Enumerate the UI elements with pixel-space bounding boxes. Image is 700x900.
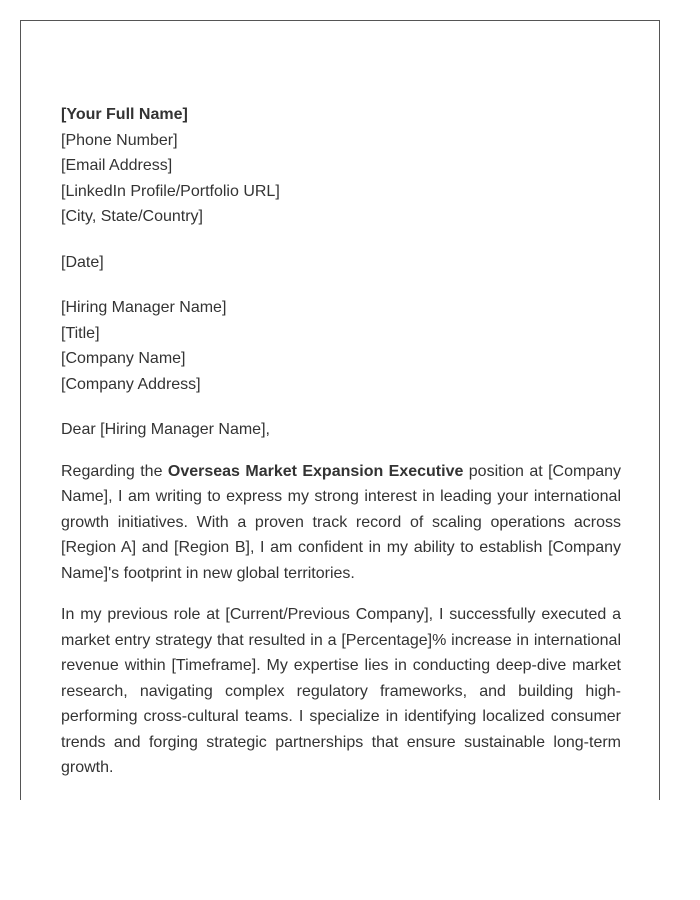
recipient-company: [Company Name] bbox=[61, 350, 186, 367]
sender-linkedin: [LinkedIn Profile/Portfolio URL] bbox=[61, 182, 280, 200]
sender-email: [Email Address] bbox=[61, 157, 173, 174]
recipient-block bbox=[61, 295, 621, 397]
date-block bbox=[61, 250, 621, 276]
letter-page bbox=[20, 20, 660, 800]
position-title: Overseas Market Expansion Executive bbox=[167, 462, 464, 480]
recipient-address: [Company Address] bbox=[61, 375, 201, 393]
letter-date: [Date] bbox=[61, 253, 104, 271]
sender-phone: [Phone Number] bbox=[61, 131, 178, 149]
body-paragraph-1 bbox=[61, 459, 621, 587]
recipient-title: [Title] bbox=[61, 324, 100, 342]
p1-text-before: Regarding the bbox=[61, 462, 168, 480]
recipient-name: [Hiring Manager Name] bbox=[61, 299, 227, 316]
sender-name: [Your Full Name] bbox=[61, 106, 188, 123]
p1-text-after: position at [Company Name], I am writing to express my strong interest in leading your international growth initiatives. With a proven track record of scaling operations across [Region A] and [Region B], I am confident in my ability to establish [Company Name]'s footprint in new global territories. bbox=[61, 462, 622, 582]
sender-location: [City, State/Country] bbox=[61, 208, 203, 225]
salutation: Dear [Hiring Manager Name], bbox=[61, 421, 270, 438]
sender-block bbox=[61, 102, 621, 230]
salutation-block bbox=[61, 417, 621, 443]
letter-content bbox=[61, 102, 621, 797]
body-paragraph-2: In my previous role at [Current/Previous Company], I successfully executed a market entry strategy that resulted in a [Percentage]% increase in international revenue within [Timeframe]. My expertise lies in conducting deep-dive market research, navigating complex regulatory frameworks, and building high-performing cross-cultural teams. I specialize in identifying localized consumer trends and forging strategic partnerships that ensure sustainable long-term growth. bbox=[61, 606, 621, 776]
